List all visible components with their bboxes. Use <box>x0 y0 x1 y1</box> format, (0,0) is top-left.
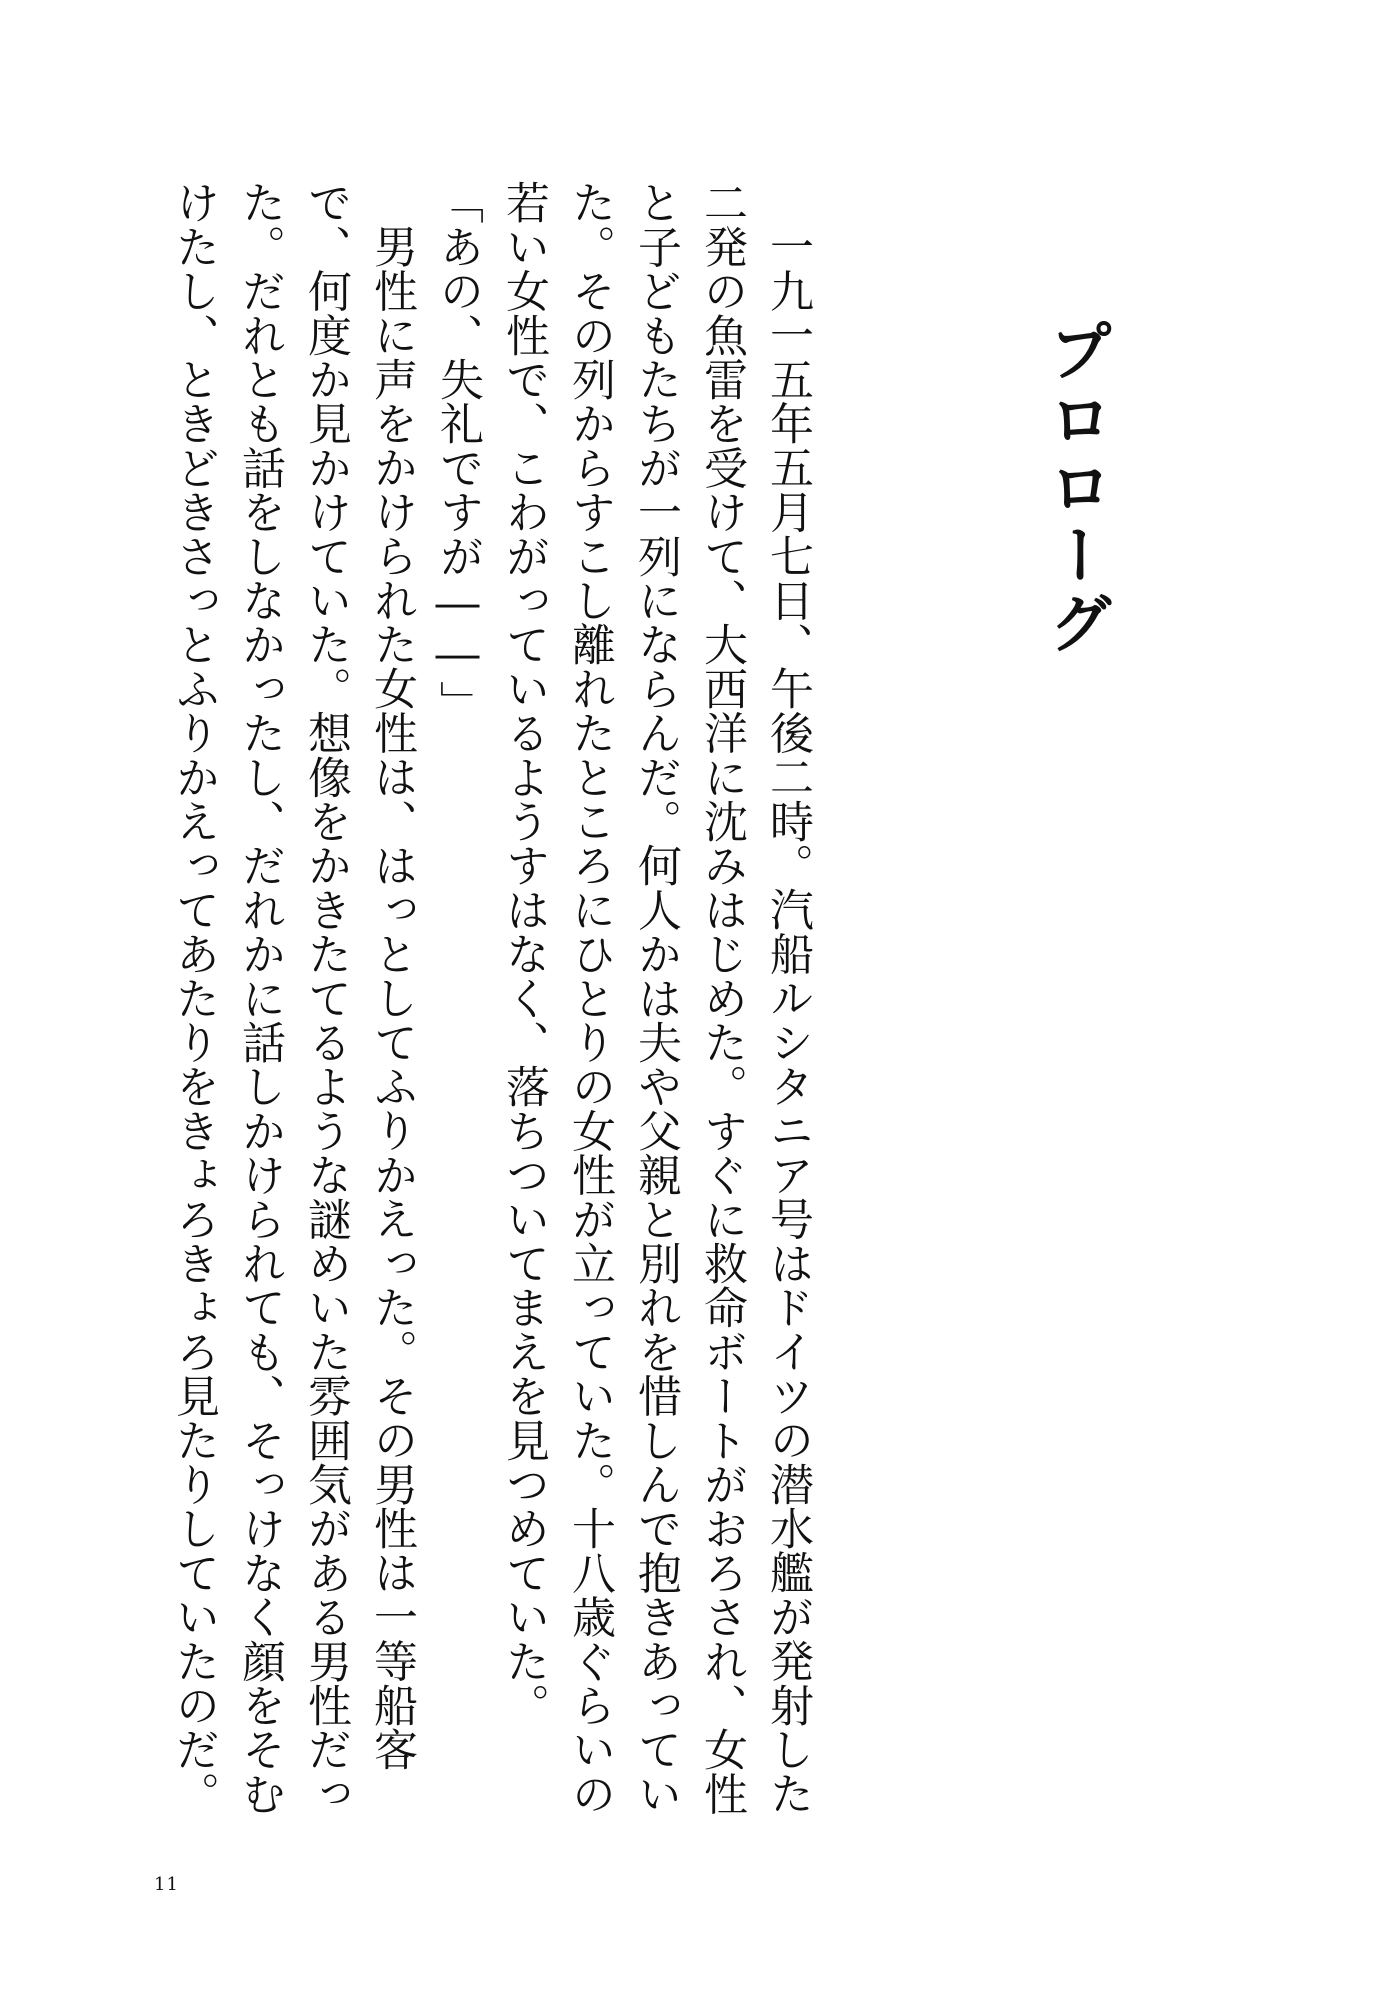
chapter-title: プロローグ <box>1037 318 1112 658</box>
paragraph-opening: 一九一五年五月七日、午後二時。汽船ルシタニア号はドイツの潜水艦が発射した二発の魚雷を受けて、大西洋に沈みはじめた。すぐに救命ボートがおろされ、女性と子どもたちが一列にならんだ。何人かは夫や父親と別れを惜しんで抱きあっていた。その列からすこし離れたところにひとりの女性が立っていた。十八歳ぐらいの若い女性で、こわがっているようすはなく、落ちついてまえを見つめていた。 <box>498 180 813 1816</box>
body-text <box>160 180 820 1820</box>
paragraph-description: 男性に声をかけられた女性は、はっとしてふりかえった。その男性は一等船客で、何度か見かけていた。想像をかきたてるような謎めいた雰囲気がある男性だった。だれとも話をしなかったし、だれかに話しかけられても、そっけなく顔をそむけたし、ときどきさっとふりかえってあたりをきょろきょろ見たりしていたのだ。 <box>168 180 417 1816</box>
paragraph-dialogue: 「あの、失礼ですが――」 <box>432 180 483 725</box>
page-number: 11 <box>154 1874 179 1895</box>
